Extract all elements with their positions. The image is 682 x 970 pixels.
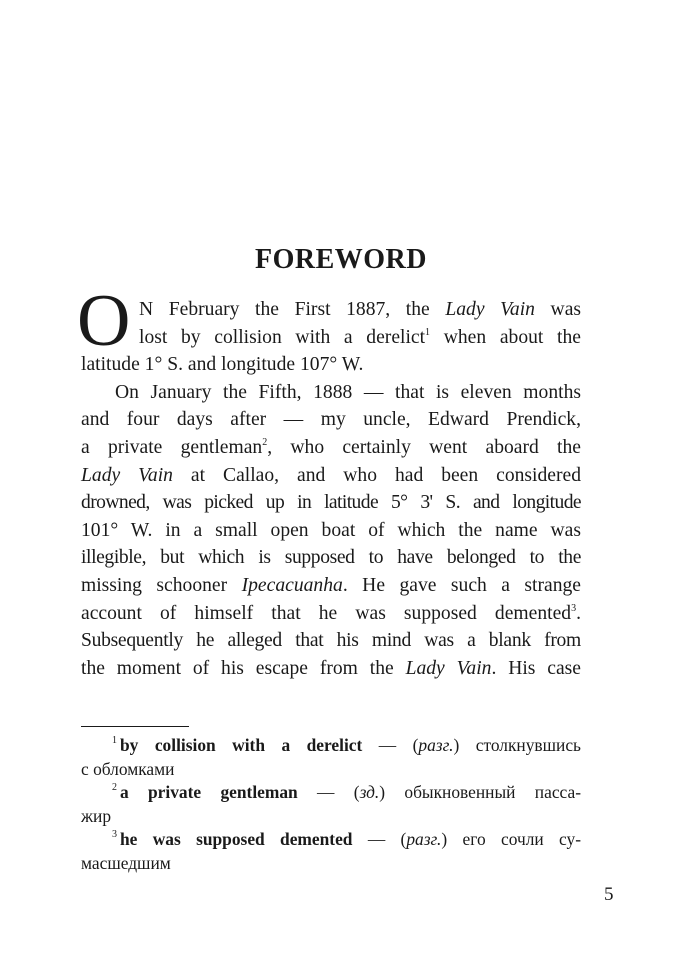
- footnote-label: зд.: [359, 782, 380, 802]
- text-span: ) его сочли су-: [441, 829, 581, 849]
- text-line: [81, 296, 581, 324]
- text-line: [81, 572, 581, 600]
- footnote-line: жир: [81, 805, 112, 826]
- paragraph-2: [81, 379, 581, 683]
- ship-name: Ipecacuanha: [241, 574, 343, 596]
- text-line: [81, 655, 581, 683]
- footnote-term: by collision with a derelict: [120, 735, 363, 755]
- text-line: 101° W. in a small open boat of which the name was: [81, 519, 581, 541]
- ship-name: Lady Vain: [405, 657, 492, 679]
- paragraph-1: [77, 280, 582, 379]
- text-span: — (: [352, 829, 407, 849]
- text-span: — (: [362, 735, 419, 755]
- text-line: illegible, but which is supposed to have belonged to the: [81, 547, 581, 569]
- text-line: [81, 434, 581, 462]
- body-text: [77, 280, 582, 682]
- footnote-ref-1: 1: [425, 326, 431, 338]
- footnotes: [81, 734, 581, 875]
- text-span: a private gentleman: [81, 436, 263, 458]
- footnote-number: 2: [112, 782, 117, 793]
- text-span: .: [576, 602, 581, 624]
- chapter-heading: FOREWORD: [255, 244, 427, 275]
- footnote-divider: [81, 726, 189, 727]
- footnote-ref-2: 2: [262, 436, 268, 448]
- text-span: the moment of his escape from the: [81, 657, 406, 679]
- text-span: N February the First 1887, the: [139, 299, 446, 320]
- footnote-term: he was supposed demented: [120, 829, 353, 849]
- text-span: at Callao, and who had been considered: [172, 464, 581, 486]
- footnote-ref-3: 3: [571, 602, 577, 614]
- text-line: Subsequently he alleged that his mind was a blank from: [81, 630, 581, 652]
- text-span: account of himself that he was supposed demented: [81, 602, 572, 624]
- text-span: . His case: [491, 657, 581, 679]
- footnote-line: [81, 828, 581, 852]
- text-span: was: [534, 299, 582, 320]
- text-span: ) обыкновенный пасса-: [379, 782, 581, 802]
- text-span: when about the: [430, 326, 581, 348]
- footnote-line: [81, 781, 581, 805]
- text-span: missing schooner: [81, 574, 242, 596]
- footnote-1: [81, 734, 581, 781]
- text-line: [81, 600, 581, 628]
- footnote-number: 3: [112, 829, 117, 840]
- text-line: [81, 324, 581, 352]
- footnote-label: разг.: [418, 735, 454, 755]
- footnote-number: 1: [112, 735, 117, 746]
- footnote-line: с обломками: [81, 758, 175, 779]
- text-span: , who certainly went aboard the: [267, 436, 581, 458]
- text-span: ) столкнувшись: [453, 735, 581, 755]
- text-span: . He gave such a strange: [342, 574, 581, 596]
- ship-name: Lady Vain: [81, 464, 173, 486]
- footnote-line: масшедшим: [81, 852, 171, 873]
- page-number: 5: [604, 884, 614, 905]
- footnote-term: a private gentleman: [120, 782, 298, 802]
- footnote-3: [81, 828, 581, 875]
- text-line: drowned, was picked up in latitude 5° 3' S. and longitude: [81, 492, 581, 514]
- text-line: On January the Fifth, 1888 — that is eleven months: [115, 381, 581, 403]
- text-line: latitude 1° S. and longitude 107° W.: [81, 354, 364, 376]
- footnote-line: [81, 734, 581, 758]
- text-line: [81, 462, 581, 490]
- text-span: — (: [297, 782, 360, 802]
- footnote-label: разг.: [406, 829, 442, 849]
- ship-name: Lady Vain: [445, 299, 535, 320]
- text-line: and four days after — my uncle, Edward Prendick,: [81, 409, 581, 431]
- footnote-2: [81, 781, 581, 828]
- drop-cap: O: [77, 280, 131, 362]
- text-span: lost by collision with a derelict: [139, 326, 426, 348]
